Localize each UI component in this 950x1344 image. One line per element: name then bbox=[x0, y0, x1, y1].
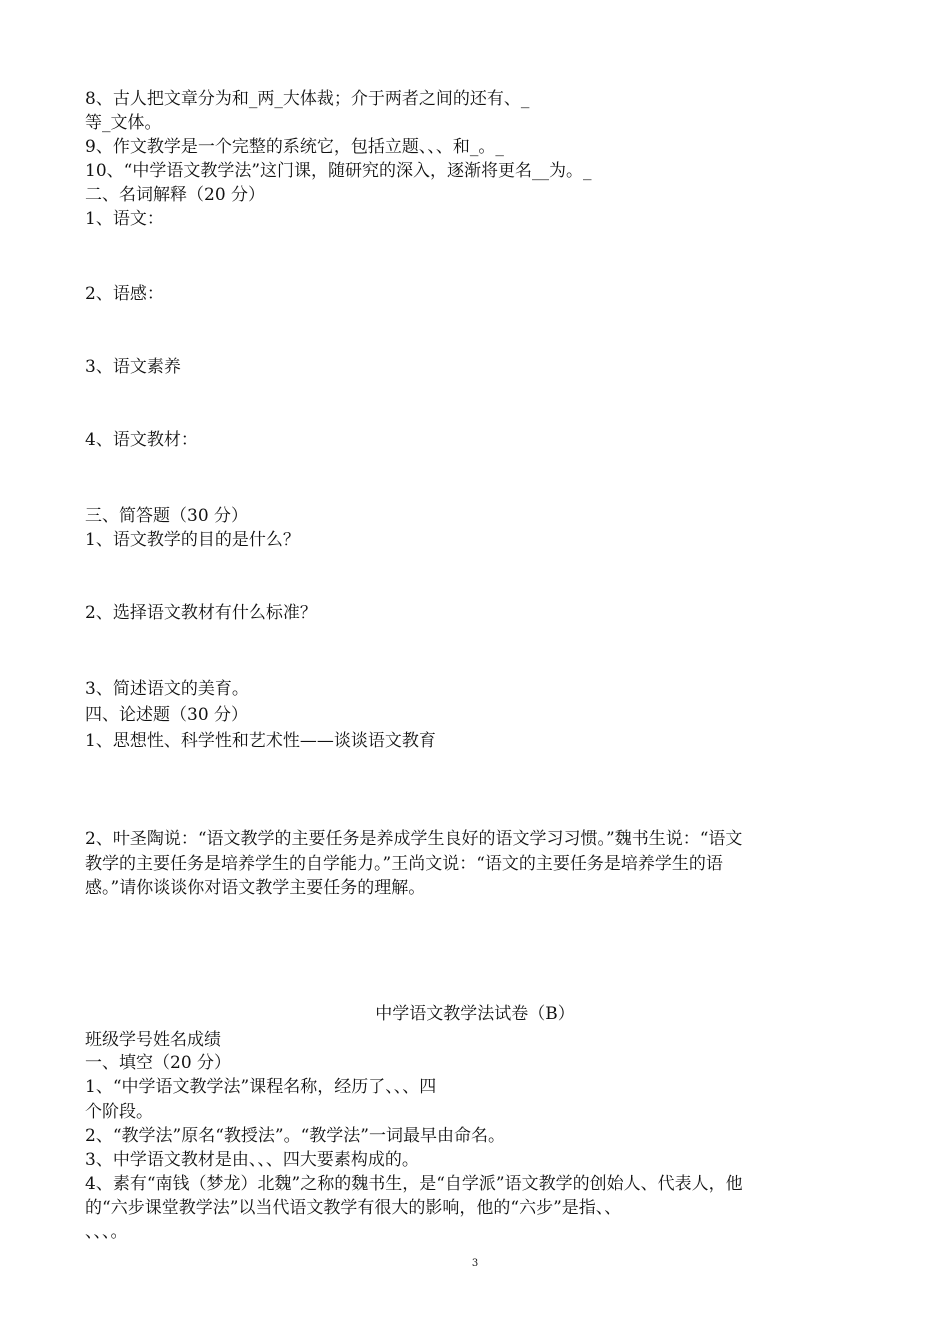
part-b-question-1-line-2: 个阶段。 bbox=[85, 1102, 153, 1122]
essay-question-2-line-3: 感。”请你谈谈你对语文教学主要任务的理解。 bbox=[85, 878, 426, 898]
term-question-2: 2、语感： bbox=[85, 284, 164, 304]
part-b-section-1-heading: 一、填空（20 分） bbox=[85, 1053, 232, 1073]
part-b-question-4-line-1: 4、素有“南钱（梦龙）北魏”之称的魏书生，是“自学派”语文教学的创始人、代表人，他 bbox=[85, 1174, 743, 1194]
page-number: 3 bbox=[471, 1258, 479, 1269]
short-question-3: 3、简述语文的美育。 bbox=[85, 679, 249, 699]
term-question-1: 1、语文： bbox=[85, 209, 164, 229]
section-4-heading: 四、论述题（30 分） bbox=[85, 705, 249, 725]
exam-b-title: 中学语文教学法试卷（B） bbox=[375, 1004, 575, 1024]
question-8-line-2: 等_文体。 bbox=[85, 113, 162, 133]
part-b-question-4-line-2: 的“六步课堂教学法”以当代语文教学有很大的影响，他的“六步”是指、、 bbox=[85, 1198, 622, 1218]
section-2-heading: 二、名词解释（20 分） bbox=[85, 185, 266, 205]
short-question-2: 2、选择语文教材有什么标准？ bbox=[85, 603, 317, 623]
question-9: 9、作文教学是一个完整的系统它，包括立题、、、和_。_ bbox=[85, 137, 504, 157]
part-b-question-3: 3、中学语文教材是由、、、四大要素构成的。 bbox=[85, 1150, 419, 1170]
essay-question-2-line-1: 2、叶圣陶说：“语文教学的主要任务是养成学生良好的语文学习习惯。”魏书生说：“语文 bbox=[85, 829, 743, 849]
part-b-question-2: 2、“教学法”原名“教授法”。“教学法”一词最早由命名。 bbox=[85, 1126, 505, 1146]
section-3-heading: 三、简答题（30 分） bbox=[85, 506, 249, 526]
part-b-question-1-line-1: 1、“中学语文教学法”课程名称，经历了、、、四 bbox=[85, 1077, 437, 1097]
essay-question-2-line-2: 教学的主要任务是培养学生的自学能力。”王尚文说：“语文的主要任务是培养学生的语 bbox=[85, 854, 723, 874]
short-question-1: 1、语文教学的目的是什么？ bbox=[85, 530, 300, 550]
term-question-4: 4、语文教材： bbox=[85, 430, 198, 450]
essay-question-1: 1、思想性、科学性和艺术性——谈谈语文教育 bbox=[85, 731, 436, 751]
question-8-line-1: 8、古人把文章分为和_两_大体裁；介于两者之间的还有、_ bbox=[85, 89, 530, 109]
student-info-line: 班级学号姓名成绩 bbox=[85, 1030, 221, 1050]
part-b-question-4-line-3: 、、、。 bbox=[85, 1222, 128, 1242]
question-10: 10、“中学语文教学法”这门课，随研究的深入，逐渐将更名__为。_ bbox=[85, 161, 592, 181]
term-question-3: 3、语文素养 bbox=[85, 357, 181, 377]
